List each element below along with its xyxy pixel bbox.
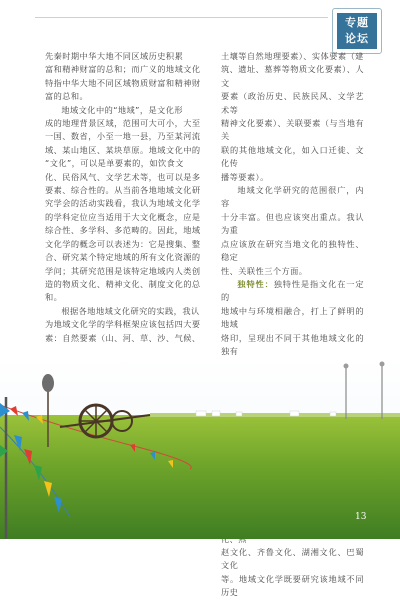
text-line: 赵文化、齐鲁文化、湖湘文化、巴蜀文化 [221, 547, 364, 571]
column-tag [332, 8, 382, 54]
text-line: 要素、综合性的。从当前各地地域文化研 [45, 185, 201, 196]
column-tag-line-1: 专题 [345, 16, 369, 29]
text-line: 文化学的概念可以表述为：它是搜集、整 [45, 238, 201, 249]
text-line: 素：自然要素（山、河、草、沙、气候、 [45, 332, 201, 343]
text-line: 等。地域文化学既要研究该地域不同历史 [221, 573, 364, 598]
text-line: 地域文化中的“地域”，是文化形 [61, 104, 184, 115]
text-line: 播等要素）。 [221, 171, 269, 182]
text-line: 精神文化要素）、关联要素（与当地有关 [221, 118, 364, 142]
text-line: 成的地理背景区域，范围可大可小，大至 [45, 118, 201, 129]
column-tag-line-2: 论坛 [345, 32, 369, 45]
text-line: 富的总和。 [45, 91, 89, 102]
text-line: 一国、数省，小至一地一县，乃至某河流 [45, 131, 201, 142]
text-line: 地域文化学研究的范围很广，内容 [221, 185, 364, 209]
text-line: 究学会的活动实践看，我认为地域文化学 [45, 198, 201, 209]
page-number: 13 [355, 512, 367, 522]
text-line: 学问；其研究范围是该特定地域内人类创 [45, 265, 201, 276]
text-line: 的学科定位应当适用于大文化概念，应是 [45, 211, 201, 222]
text-line: 要素（政治历史、民族民风、文学艺术等 [221, 91, 364, 115]
section-label-uniqueness: 独特性： [237, 278, 274, 289]
text-line: 先秦时期中华大地不同区域历史积累 [45, 51, 184, 61]
grassland-photo [0, 357, 400, 539]
column-tag-label [337, 13, 377, 49]
text-line: 域、某山地区、某块草原。地域文化中的 [45, 144, 201, 155]
text-line: 特指中华大地不同区域物质财富和精神财 [45, 77, 201, 88]
text-line: 造的物质文化、精神文化、制度文化的总 [45, 278, 201, 289]
text-line: 富和精神财富的总和；而广义的地域文化 [45, 64, 201, 75]
text-line: 筑、遗址、墓葬等物质文化要素）、人文 [221, 64, 364, 88]
text-line: 为地域文化学的学科框架应该包括四大要 [45, 319, 201, 330]
text-fragment: 独特性是指文化在一定的 [221, 278, 364, 303]
text-line: 化、民俗风气、文学艺术等，也可以是多 [45, 171, 201, 182]
text-line: 土壤等自然地理要素）、实体要素（建 [221, 51, 364, 61]
text-line: 综合性、多学科、多范畴的。因此，地域 [45, 225, 201, 236]
text-line: 根据各地地域文化研究的实践，我认 [61, 305, 200, 316]
text-line: 点应该放在研究当地文化的独特性、稳定 [221, 238, 364, 263]
text-line: 性、关联性三个方面。 [221, 265, 308, 276]
left-text-column [45, 50, 205, 345]
text-line: 烙印，呈现出不同于其他地域文化的独有 [221, 332, 364, 356]
text-line: 地域中与环境相融合，打上了鲜明的地域 [221, 305, 364, 330]
text-line: 联的其他地域文化，如入口迁徙、文化传 [221, 144, 364, 169]
text-line: 十分丰富。但也应该突出重点。我认为重 [221, 211, 364, 236]
text-line: 和。 [45, 292, 63, 303]
text-line: 合、研究某个特定地域的所有文化资源的 [45, 252, 201, 263]
header-rule [35, 17, 328, 18]
text-line: “文化”，可以是单要素的，如饮食文 [45, 158, 184, 169]
text-line [221, 278, 364, 305]
